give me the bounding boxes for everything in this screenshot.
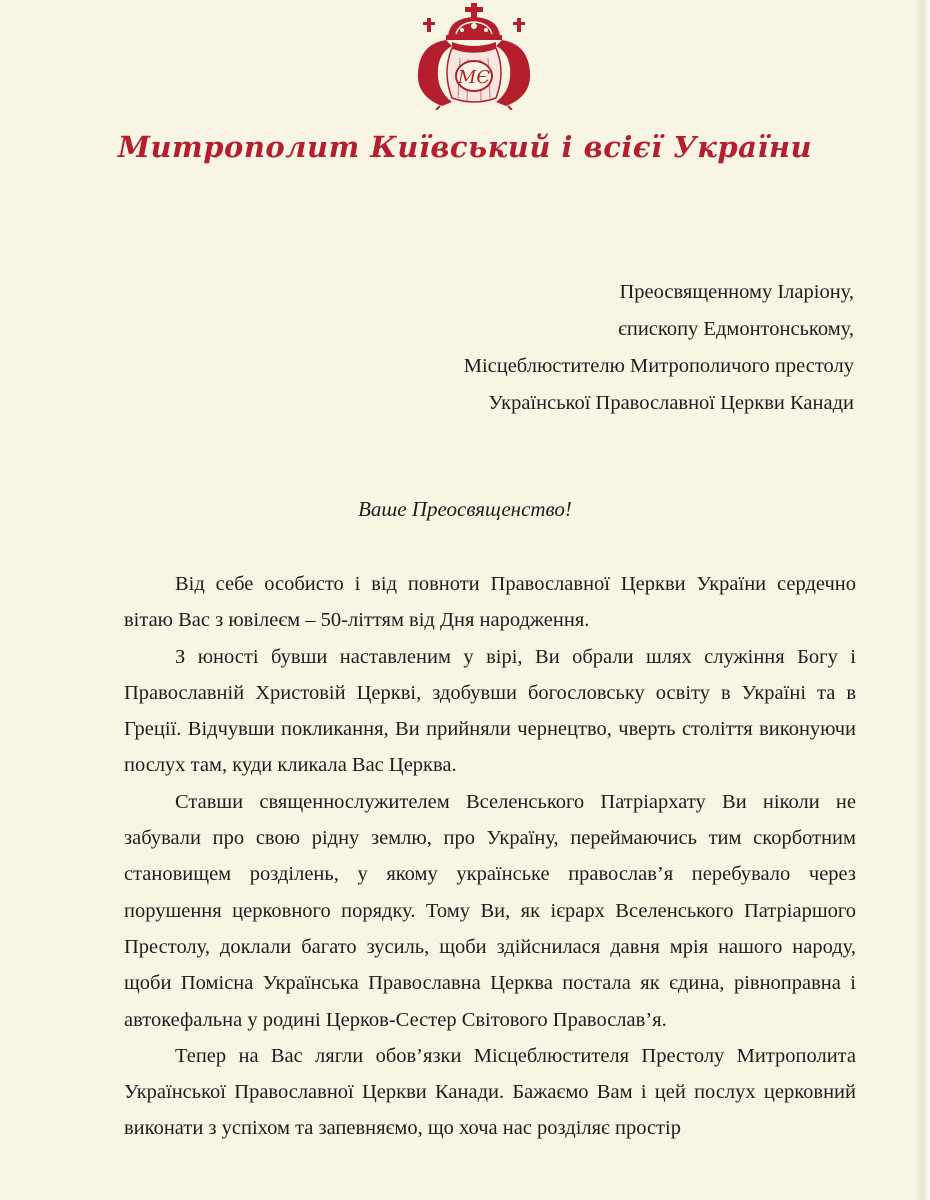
recipient-address bbox=[464, 274, 854, 422]
address-line: Місцеблюстителю Митрополичого престолу bbox=[463, 355, 854, 377]
paper-edge bbox=[916, 0, 930, 1200]
salutation: Ваше Преосвященство! bbox=[358, 497, 572, 521]
body-paragraph: Ставши священнослужителем Вселенського Патріархату Ви ніколи не забували про свою рідну землю, про Україну, переймаючись тим скорботним становищем розділень, у якому українське православ’я перебувало через порушення церковного порядку. Тому Ви, як ієрарх Вселенського Патріаршого Престолу, доклали багато зусиль, щоби здійснилася давня мрія нашого народу, щоби Помісна Українська Православна Церква постала як єдина, рівноправна і автокефальна у родині Церков-Сестер Світового Православ’я. bbox=[124, 790, 856, 1031]
emblem-monogram: МЄ bbox=[457, 67, 491, 88]
address-line: Української Православної Церкви Канади bbox=[488, 392, 854, 414]
address-line: Преосвященному Іларіону, bbox=[619, 281, 854, 303]
body-paragraph: Тепер на Вас лягли обов’язки Місцеблюстителя Престолу Митрополита Української Православної Церкви Канади. Бажаємо Вам і цей послух церковний виконати з успіхом та запевняємо, що хоча нас розділяє простір bbox=[124, 1044, 856, 1140]
address-line: єпископу Едмонтонському, bbox=[618, 318, 854, 340]
metropolitan-emblem bbox=[412, 2, 536, 110]
body-paragraph: З юності бувши наставленим у вірі, Ви обрали шлях служіння Богу і Православній Христовій Церкві, здобувши богословську освіту в Україні та в Греції. Відчувши покликання, Ви прийняли чернецтво, чверть століття виконуючи послух там, куди кликала Вас Церква. bbox=[124, 645, 856, 777]
body-paragraph: Від себе особисто і від повноти Православної Церкви України сердечно вітаю Вас з ювілеєм – 50-літтям від Дня народження. bbox=[124, 573, 856, 632]
letter-body bbox=[124, 566, 856, 1147]
letterhead-title: Митрополит Київський і всієї України bbox=[117, 130, 813, 164]
